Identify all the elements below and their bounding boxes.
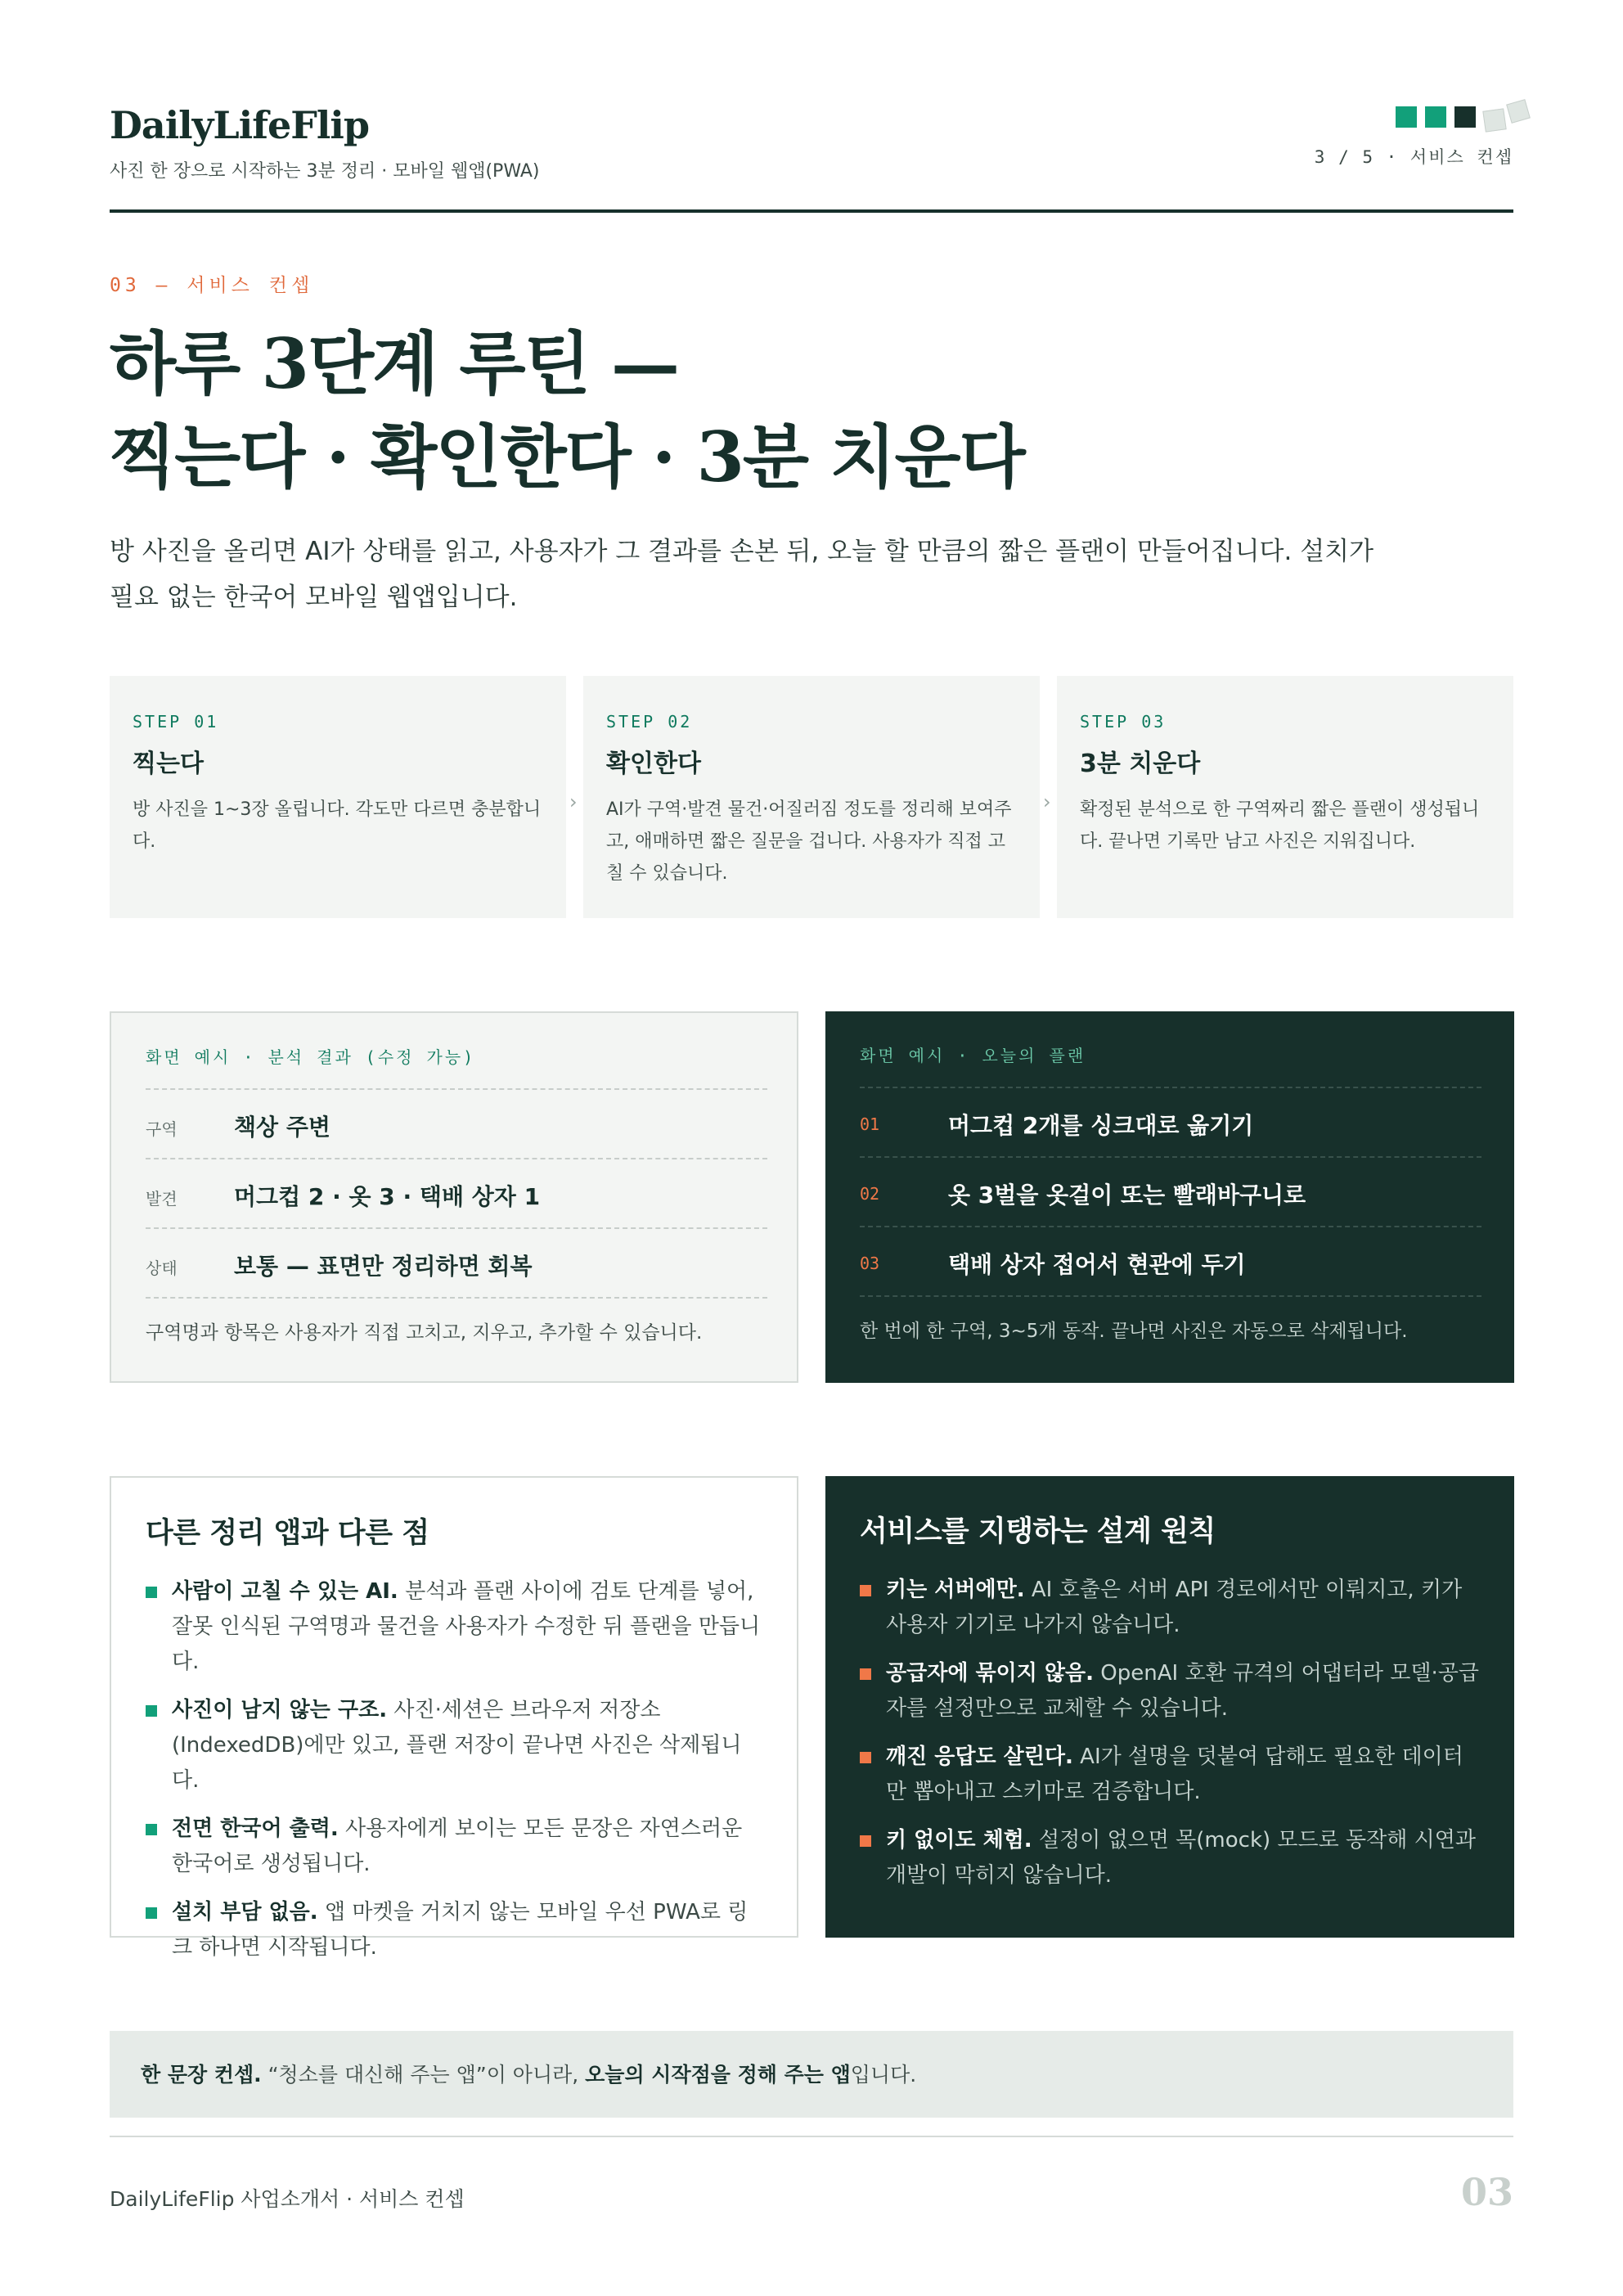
footer-caption: DailyLifeFlip 사업소개서 · 서비스 컨셉 — [110, 2187, 465, 2211]
item-lead: 공급자에 묶이지 않음. — [886, 1661, 1095, 1686]
progress-square-empty — [1506, 99, 1531, 124]
analysis-result-panel — [110, 1011, 798, 1383]
item-text: 분석과 플랜 사이에 검토 단계를 넣어, 잘못 인식된 구역명과 물건을 사용자가 수정한 뒤 플랜을 만듭니다. — [172, 1579, 761, 1674]
step-card-1 — [110, 676, 566, 918]
header — [110, 98, 1513, 213]
list-item — [860, 1573, 1480, 1643]
summary-emphasis: 오늘의 시작점을 정해 주는 앱 — [585, 2063, 851, 2087]
item-lead: 깨진 응답도 살린다. — [886, 1745, 1073, 1769]
square-bullet-icon — [860, 1835, 871, 1847]
chevron-right-icon: › — [1043, 790, 1051, 813]
item-text: AI가 설명을 덧붙여 답해도 필요한 데이터만 뽑아내고 스키마로 검증합니다. — [886, 1745, 1463, 1804]
progress-square-empty — [1482, 108, 1506, 132]
row-value: 옷 3벌을 옷걸이 또는 빨래바구니로 — [948, 1182, 1306, 1209]
square-bullet-icon — [146, 1587, 157, 1598]
item-text: 앱 마켓을 거치지 않는 모바일 우선 PWA로 링크 하나면 시작됩니다. — [172, 1900, 749, 1960]
lead-paragraph: 방 사진을 올리면 AI가 상태를 읽고, 사용자가 그 결과를 손본 뒤, 오늘 할 만큼의 짧은 플랜이 만들어집니다. 설치가 필요 없는 한국어 모바일 웹앱입니다. — [110, 537, 1374, 612]
item-lead: 키는 서버에만. — [886, 1578, 1025, 1602]
item-text: 사용자에게 보이는 모든 문장은 자연스러운 한국어로 생성됩니다. — [172, 1817, 743, 1876]
step-card-2 — [583, 676, 1040, 918]
square-bullet-icon — [146, 1705, 157, 1717]
item-lead: 설치 부담 없음. — [172, 1900, 318, 1925]
page-indicator: 3 / 5 · 서비스 컨셉 — [1314, 147, 1513, 167]
title-line-1: 하루 3단계 루틴 — — [110, 323, 679, 404]
item-lead: 키 없이도 체험. — [886, 1828, 1032, 1853]
analysis-row[interactable] — [146, 1158, 767, 1227]
analysis-row[interactable] — [146, 1088, 767, 1158]
progress-square-current — [1454, 106, 1476, 128]
summary-text: “청소를 대신해 주는 앱”이 아니라, — [261, 2063, 586, 2087]
item-text: 설정이 없으면 목(mock) 모드로 동작해 시연과 개발이 막히지 않습니다. — [886, 1828, 1477, 1888]
box-title: 서비스를 지탱하는 설계 원칙 — [860, 1515, 1216, 1548]
differences-list — [146, 1574, 762, 1965]
box-title: 다른 정리 앱과 다른 점 — [146, 1517, 429, 1550]
step-tag: STEP 02 — [606, 712, 693, 732]
brand-logo[interactable]: DailyLifeFlip — [110, 103, 370, 147]
square-bullet-icon — [860, 1585, 871, 1596]
progress-squares — [1366, 101, 1513, 134]
panel-heading: 화면 예시 · 오늘의 플랜 — [860, 1046, 1086, 1065]
tagline: 사진 한 장으로 시작하는 3분 정리 · 모바일 웹앱(PWA) — [110, 161, 540, 182]
list-item — [146, 1574, 762, 1680]
list-item — [860, 1656, 1480, 1727]
item-text: AI 호출은 서버 API 경로에서만 이뤄지고, 키가 사용자 기기로 나가지 않습니다. — [886, 1578, 1463, 1637]
step-title: 확인한다 — [606, 750, 701, 778]
step-card-3 — [1057, 676, 1513, 918]
step-tag: STEP 03 — [1080, 712, 1167, 732]
item-text: 사진·세션은 브라우저 저장소(IndexedDB)에만 있고, 플랜 저장이 끝나면 사진은 삭제됩니다. — [172, 1698, 742, 1793]
steps-row — [110, 676, 1513, 918]
step-description: 방 사진을 1~3장 올립니다. 각도만 다르면 충분합니다. — [133, 799, 542, 852]
list-item — [146, 1812, 762, 1882]
section-label: 03 — 서비스 컨셉 — [110, 275, 314, 296]
divider — [146, 1297, 767, 1299]
square-bullet-icon — [146, 1907, 157, 1919]
step-title: 3분 치운다 — [1080, 750, 1201, 778]
row-value[interactable]: 책상 주변 — [234, 1114, 330, 1141]
divider — [860, 1295, 1481, 1297]
analysis-rows — [146, 1088, 767, 1299]
summary-tail: 입니다. — [850, 2063, 917, 2087]
analysis-row[interactable] — [146, 1227, 767, 1297]
list-item — [860, 1740, 1480, 1810]
item-lead: 전면 한국어 출력. — [172, 1817, 339, 1841]
design-principles-box — [825, 1476, 1514, 1938]
plan-row[interactable] — [860, 1156, 1481, 1226]
panel-heading: 화면 예시 · 분석 결과 (수정 가능) — [146, 1047, 476, 1067]
row-number: 03 — [860, 1254, 880, 1273]
step-tag: STEP 01 — [133, 712, 219, 732]
plan-row[interactable] — [860, 1226, 1481, 1295]
principles-list — [860, 1573, 1480, 1893]
list-item — [146, 1895, 762, 1965]
footer — [110, 2136, 1513, 2226]
square-bullet-icon — [860, 1752, 871, 1763]
list-item — [860, 1823, 1480, 1893]
progress-square-filled — [1396, 106, 1417, 128]
progress-square-filled — [1425, 106, 1446, 128]
page-title — [110, 317, 1024, 504]
page-number: 03 — [1460, 2170, 1513, 2214]
step-description: 확정된 분석으로 한 구역짜리 짧은 플랜이 생성됩니다. 끝나면 기록만 남고 사진은 지워집니다. — [1080, 799, 1480, 852]
step-description: AI가 구역·발견 물건·어질러짐 정도를 정리해 보여주고, 애매하면 짧은 질문을 겁니다. 사용자가 직접 고칠 수 있습니다. — [606, 799, 1012, 884]
panel-note: 한 번에 한 구역, 3~5개 동작. 끝나면 사진은 자동으로 삭제됩니다. — [860, 1321, 1408, 1342]
row-key: 발견 — [146, 1189, 178, 1209]
item-text: OpenAI 호환 규격의 어댑터라 모델·공급자를 설정만으로 교체할 수 있습니다. — [886, 1661, 1480, 1721]
today-plan-panel — [825, 1011, 1514, 1383]
row-value[interactable]: 머그컵 2 · 옷 3 · 택배 상자 1 — [234, 1183, 541, 1210]
row-key: 구역 — [146, 1119, 178, 1139]
list-item — [146, 1693, 762, 1799]
row-value: 택배 상자 접어서 현관에 두기 — [948, 1251, 1246, 1278]
step-title: 찍는다 — [133, 750, 204, 778]
row-key: 상태 — [146, 1258, 178, 1278]
row-number: 02 — [860, 1184, 880, 1204]
item-lead: 사진이 남지 않는 구조. — [172, 1698, 388, 1722]
square-bullet-icon — [860, 1668, 871, 1680]
plan-row[interactable] — [860, 1087, 1481, 1156]
chevron-right-icon: › — [569, 790, 578, 813]
row-value: 머그컵 2개를 싱크대로 옮기기 — [948, 1112, 1254, 1139]
square-bullet-icon — [146, 1824, 157, 1835]
title-line-2-highlighted: 찍는다 · 확인한다 · 3분 치운다 — [110, 411, 1024, 504]
row-value[interactable]: 보통 — 표면만 정리하면 회복 — [234, 1253, 533, 1280]
panel-note: 구역명과 항목은 사용자가 직접 고치고, 지우고, 추가할 수 있습니다. — [146, 1322, 703, 1344]
summary-lead: 한 문장 컨셉. — [141, 2063, 262, 2087]
one-line-concept — [110, 2031, 1513, 2118]
item-lead: 사람이 고칠 수 있는 AI. — [172, 1579, 398, 1604]
plan-rows — [860, 1087, 1481, 1297]
differences-box — [110, 1476, 798, 1960]
row-number: 01 — [860, 1114, 880, 1134]
